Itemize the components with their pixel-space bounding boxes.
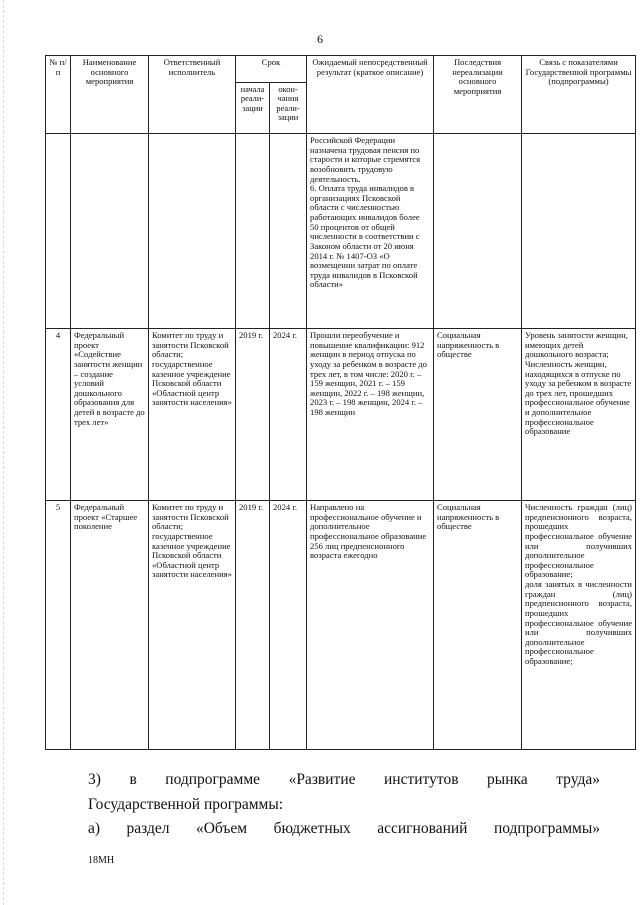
- footer-code: 18МН: [88, 855, 115, 866]
- cell-link: Численность граждан (лиц) предпенсионного возраста, прошедших профессиональное обучение или получивших дополнительное профессиональное образование; доля занятых в численности граждан (лиц) предпенсионного возраста, прошедших профессиональное обучение или получивших дополнительное профессиональное образование;: [522, 501, 636, 750]
- word: подпрограммы»: [493, 820, 600, 837]
- table-row-continuation: [46, 134, 636, 329]
- header-num: № п/п: [46, 56, 71, 134]
- word: «Объем: [195, 820, 248, 837]
- cell-name: Федеральный проект «Содействие занятости женщин – создание условий дошкольного образования для детей в возрасте до трех лет»: [71, 329, 149, 501]
- cell-empty: [71, 134, 149, 329]
- page-number: 6: [317, 32, 323, 46]
- word: «Развитие: [288, 771, 356, 788]
- word: в: [129, 771, 137, 788]
- header-row: [46, 56, 636, 83]
- cell-link: Уровень занятости женщин, имеющих детей дошкольного возраста; Численность женщин, находящихся в отпуске по уходу за ребенком в возрасте до трех лет, прошедших профессиональное обучение и дополнительное профессиональное образование: [522, 329, 636, 501]
- cell-num: 5: [46, 501, 71, 750]
- cell-end: 2024 г.: [270, 501, 307, 750]
- word: раздел: [126, 820, 170, 837]
- cell-empty: [270, 134, 307, 329]
- cell-end: 2024 г.: [270, 329, 307, 501]
- word: 3): [88, 771, 101, 788]
- cell-responsible: Комитет по труду и занятости Псковской области; государственное казенное учреждение Псковской области «Областной центр занятости населения»: [149, 501, 236, 750]
- header-term-start: начала реали-зации: [236, 83, 270, 134]
- word: ассигнований: [377, 820, 468, 837]
- header-consequences: Последствия нереализации основного мероприятия: [434, 56, 522, 134]
- cell-result: Прошли переобучение и повышение квалификации: 912 женщин в период отпуска по уходу за ребенком в возрасте до трех лет, в том числе: 2020 г. – 159 женщин, 2021 г. – 159 женщин, 2022 г. – 198 женщин, 2023 г. – 198 женщин, 2024 г. – 198 женщин: [307, 329, 434, 501]
- cell-start: 2019 г.: [236, 329, 270, 501]
- cell-result: Направлено на профессиональное обучение и дополнительное профессиональное образование 256 лиц предпенсионного возраста ежегодно: [307, 501, 434, 750]
- word: труда»: [556, 771, 600, 788]
- table-row: [46, 329, 636, 501]
- header-result: Ожидаемый непосредственный результат (краткое описание): [307, 56, 434, 134]
- header-responsible: Ответственный исполнитель: [149, 56, 236, 134]
- cell-empty: [46, 134, 71, 329]
- cell-empty: [236, 134, 270, 329]
- cell-start: 2019 г.: [236, 501, 270, 750]
- cell-consequences: Социальная напряженность в обществе: [434, 329, 522, 501]
- cell-name: Федеральный проект «Старшее поколение: [71, 501, 149, 750]
- word: рынка: [487, 771, 528, 788]
- word: институтов: [384, 771, 459, 788]
- paragraph-line-1: [88, 772, 600, 788]
- paragraph-line-3: [88, 821, 600, 837]
- cell-consequences: Социальная напряженность в обществе: [434, 501, 522, 750]
- cell-empty: [522, 134, 636, 329]
- cell-responsible: Комитет по труду и занятости Псковской области; государственное казенное учреждение Псковской области «Областной центр занятости населения»: [149, 329, 236, 501]
- header-link: Связь с показателями Государственной программы (подпрограммы): [522, 56, 636, 134]
- paragraph-line-2: Государственной программы:: [88, 796, 284, 813]
- header-name: Наименование основного мероприятия: [71, 56, 149, 134]
- cell-num: 4: [46, 329, 71, 501]
- cell-empty: [149, 134, 236, 329]
- cell-empty: [434, 134, 522, 329]
- table-row: [46, 501, 636, 750]
- word: а): [88, 820, 101, 837]
- header-term-end: окон-чания реали-зации: [270, 83, 307, 134]
- scan-edge-line: [3, 0, 4, 905]
- measures-table: [45, 55, 636, 750]
- header-term: Срок: [236, 56, 307, 83]
- cell-result: Российской Федерации назначена трудовая пенсия по старости и которые стремятся возобновить трудовую деятельность. 6. Оплата труда инвалидов в организациях Псковской области с численностью работающих инвалидов более 50 процентов от общей численности в соответствии с Законом области от 20 июня 2014 г. № 1407-ОЗ «О возмещении затрат по оплате труда инвалидов в Псковской области»: [307, 134, 434, 329]
- word: подпрограмме: [165, 771, 261, 788]
- word: бюджетных: [273, 820, 351, 837]
